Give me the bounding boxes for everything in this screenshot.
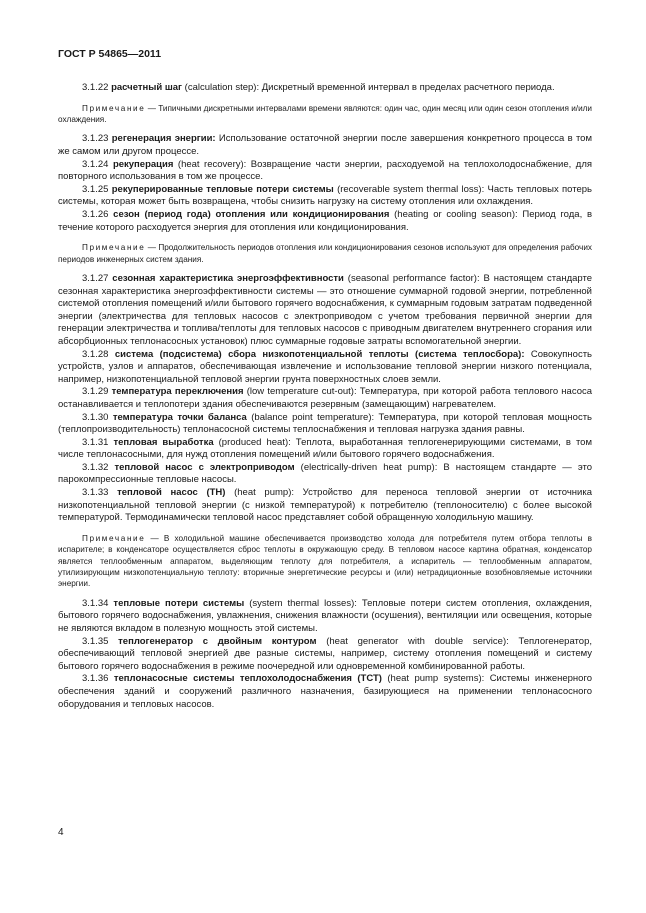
term-title: регенерация энергии: — [111, 133, 216, 145]
term-title: расчетный шаг — [111, 82, 183, 93]
document-page — [58, 48, 592, 711]
term-title: теплогенератор с двойным контуром — [118, 635, 317, 647]
term-3-1-29: 3.1.29 температура переключения (low temperature cut-out): Температура, при которой работа теплового насоса останавливается и теплопотери здания обеспечиваются резервным (замещающим) нагревателем. — [58, 386, 593, 410]
term-3-1-25: 3.1.25 рекуперированные тепловые потери системы (recoverable system thermal loss): Часть тепловых потерь системы, которая может быть возвращена, чтобы снизить нагрузку на систему отопления или охлаждения. — [58, 183, 592, 208]
term-title: сезон (период года) отопления или кондиционирования — [113, 208, 390, 220]
note-label: Примечание — [82, 103, 146, 113]
term-3-1-35: 3.1.35 теплогенератор с двойным контуром (heat generator with double service): Теплогенератор, обеспечивающий тепловой энергией две разные системы, например, систему отопления помещений и систему бытового горячего водоснабжения в режиме поочередной или одновременной комбинированной работы. — [58, 635, 592, 672]
term-3-1-27: 3.1.27 сезонная характеристика энергоэффективности (seasonal performance factor): В настоящем стандарте сезонная характеристика энергоэффективности системы — это отношение суммарной годовой энергии, потребленной системой отопления помещений и/или бытового горячего водоснабжения, к суммарным годовым затратам подведенной энергии (электричества для тепловых насосов с электроприводом с учетом требования первичной энергии для генерации электричества и топлива/теплоты для тепловых насосов с приводным двигателем внутреннего сгорания или абсорбционных теплонасосных установок) плюс суммарные годовые затраты вспомогательной энергии. — [58, 272, 592, 347]
term-title: система (подсистема) сбора низкопотенциальной теплоты (система теплосбора): — [114, 348, 525, 360]
term-title: тепловая выработка — [113, 436, 214, 448]
term-title: тепловой насос (ТН) — [117, 487, 226, 499]
term-3-1-28: 3.1.28 система (подсистема) сбора низкопотенциальной теплоты (система теплосбора): Совокупность устройств, узлов и аппаратов, обеспечивающая извлечение и использование тепловой энергии низкого потенциала, например, низкопотенциальной тепловой энергии грунта поверхностных слоев земли. — [58, 348, 593, 385]
term-3-1-36: 3.1.36 теплонасосные системы теплохолодоснабжения (ТСТ) (heat pump systems): Системы инженерного обеспечения зданий и сооружений различного назначения, базирующиеся на применении теплонасосного оборудования и тепловых насосов. — [58, 673, 593, 710]
note-1: Примечание — Типичными дискретными интервалами времени являются: один час, один месяц или один сезон отопления и/или охлаждения. — [58, 103, 592, 124]
term-3-1-30: 3.1.30 температура точки баланса (balance point temperature): Температура, при которой тепловая мощность (теплопроизводительность) теплонасосной системы теплоснабжения и тепловая нагрузка здания равны. — [58, 411, 593, 436]
terms-body — [58, 82, 592, 711]
term-3-1-34: 3.1.34 тепловые потери системы (system thermal losses): Тепловые потери систем отопления, охлаждения, бытового горячего водоснабжения, увлажнения, снижения влажности (осушения), вентиляции или освещения, которые не являются вкладом в полезную мощность этой системы. — [58, 597, 592, 635]
term-3-1-31: 3.1.31 тепловая выработка (produced heat): Теплота, выработанная теплогенерирующими системами, в том числе теплонасосными, для нужд отопления помещений и/или бытового горячего водоснабжения. — [58, 436, 593, 461]
term-3-1-24: 3.1.24 рекуперация (heat recovery): Возвращение части энергии, расходуемой на теплохолодоснабжение, для повторного использования в том же процессе. — [58, 158, 593, 183]
page-number: 4 — [58, 827, 64, 838]
term-title: температура точки баланса — [112, 411, 247, 423]
note-label: Примечание — [82, 533, 146, 543]
note-2: Примечание — Продолжительность периодов отопления или кондиционирования сезонов используют для определения рабочих периодов инженерных систем здания. — [58, 243, 592, 264]
term-3-1-23: 3.1.23 регенерация энергии: Использование остаточной энергии после завершения конкретного процесса в том же самом или другом процессе. — [58, 133, 592, 157]
term-title: тепловой насос с электроприводом — [114, 461, 295, 473]
term-title: рекуперация — [112, 158, 174, 170]
term-3-1-32: 3.1.32 тепловой насос с электроприводом (electrically-driven heat pump): В настоящем стандарте — это парокомпрессионные тепловые насосы. — [58, 461, 592, 486]
term-title: температура переключения — [111, 386, 244, 398]
term-title: тепловые потери системы — [113, 597, 245, 609]
term-title: сезонная характеристика энергоэффективности — [112, 272, 344, 284]
term-title: теплонасосные системы теплохолодоснабжения (ТСТ) — [113, 673, 382, 685]
term-3-1-33: 3.1.33 тепловой насос (ТН) (heat pump): Устройство для переноса тепловой энергии от источника низкопотенциальной тепловой энергии (с низкой температурой) к потребителю (теплоносителю) с более высокой температурой. Термодинамически тепловой насос представляет собой обращенную холодильную машину. — [58, 487, 592, 524]
term-title: рекуперированные тепловые потери системы — [111, 183, 334, 195]
standard-header: ГОСТ Р 54865—2011 — [58, 48, 162, 60]
term-3-1-22: 3.1.22 расчетный шаг (calculation step): Дискретный временной интервал в пределах расчетного периода. — [82, 82, 555, 93]
note-label: Примечание — [82, 243, 146, 253]
term-3-1-26: 3.1.26 сезон (период года) отопления или кондиционирования (heating or cooling season): Период года, в течение которого расходуется энергия для отопления или кондиционирования. — [58, 208, 592, 233]
note-3: Примечание — В холодильной машине обеспечивается производство холода для потребителя путем отбора теплоты в испарителе; в конденсаторе осуществляется сброс теплоты в окружающую среду. В тепловом насосе картина обратная, конденсатор является теплообменным аппаратом, выделяющим теплоту для потребителя, а испаритель — теплообменным аппаратом, утилизирующим низкопотенциальную теплоту: вторичные энергетические ресурсы и (или) нетрадиционные возобновляемые источники энергии. — [58, 533, 593, 589]
